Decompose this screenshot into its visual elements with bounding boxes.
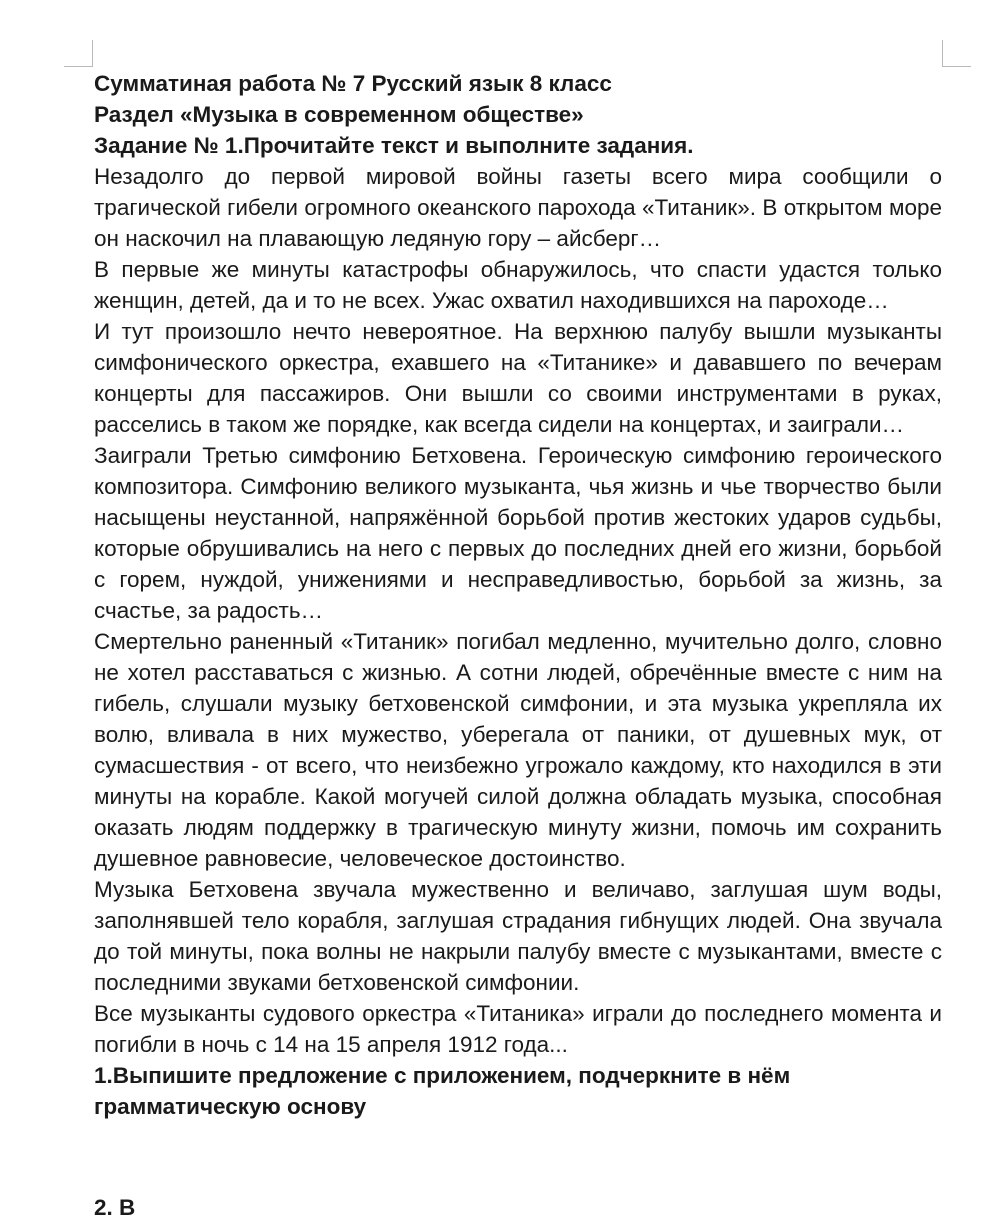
page-corner-mark-left bbox=[64, 40, 93, 67]
page-corner-mark-right bbox=[942, 40, 971, 67]
section-title: Раздел «Музыка в современном обществе» bbox=[94, 102, 584, 127]
task-heading: Задание № 1.Прочитайте текст и выполните задания. bbox=[94, 133, 694, 158]
text-paragraph: Музыка Бетховена звучала мужественно и величаво, заглушая шум воды, заполнявшей тело корабля, заглушая страдания гибнущих людей. Она звучала до той минуты, пока волны не накрыли палубу вместе с музыкантами, вместе с последними звуками бетховенской симфонии. bbox=[94, 877, 942, 995]
text-paragraph: Смертельно раненный «Титаник» погибал медленно, мучительно долго, словно не хотел расставаться с жизнью. А сотни людей, обречённые вместе с ним на гибель, слушали музыку бетховенской симфонии, и эта музыка укрепляла их волю, вливала в них мужество, уберегала от паники, от душевных мук, от сумасшествия - от всего, что неизбежно угрожало каждому, кто находился в эти минуты на корабле. Какой могучей силой должна обладать музыка, способная оказать людям поддержку в трагическую минуту жизни, помочь им сохранить душевное равновесие, человеческое достоинство. bbox=[94, 629, 942, 871]
question-1: 1.Выпишите предложение с приложением, подчеркните в нём грамматическую основу bbox=[94, 1063, 791, 1119]
question-2-cut-off bbox=[94, 1195, 942, 1220]
text-paragraph: В первые же минуты катастрофы обнаружилось, что спасти удастся только женщин, детей, да и то не всех. Ужас охватил находившихся на пароходе… bbox=[94, 257, 942, 313]
text-paragraph: Незадолго до первой мировой войны газеты всего мира сообщили о трагической гибели огромного океанского парохода «Титаник». В открытом море он наскочил на плавающую ледяную гору – айсберг… bbox=[94, 164, 942, 251]
document-title: Сумматиная работа № 7 Русский язык 8 класс bbox=[94, 71, 612, 96]
question-2-partial: 2. В bbox=[94, 1195, 136, 1220]
text-paragraph: Все музыканты судового оркестра «Титаника» играли до последнего момента и погибли в ночь с 14 на 15 апреля 1912 года... bbox=[94, 1001, 942, 1057]
text-paragraph: И тут произошло нечто невероятное. На верхнюю палубу вышли музыканты симфонического оркестра, ехавшего на «Титанике» и дававшего по вечерам концерты для пассажиров. Они вышли со своими инструментами в руках, расселись в таком же порядке, как всегда сидели на концертах, и заиграли… bbox=[94, 319, 942, 437]
text-paragraph: Заиграли Третью симфонию Бетховена. Героическую симфонию героического композитора. Симфонию великого музыканта, чья жизнь и чье творчество были насыщены неустанной, напряжённой борьбой против жестоких ударов судьбы, которые обрушивались на него с первых до последних дней его жизни, борьбой с горем, нуждой, унижениями и несправедливостью, борьбой за жизнь, за счастье, за радость… bbox=[94, 443, 942, 623]
document-page bbox=[94, 68, 942, 1122]
